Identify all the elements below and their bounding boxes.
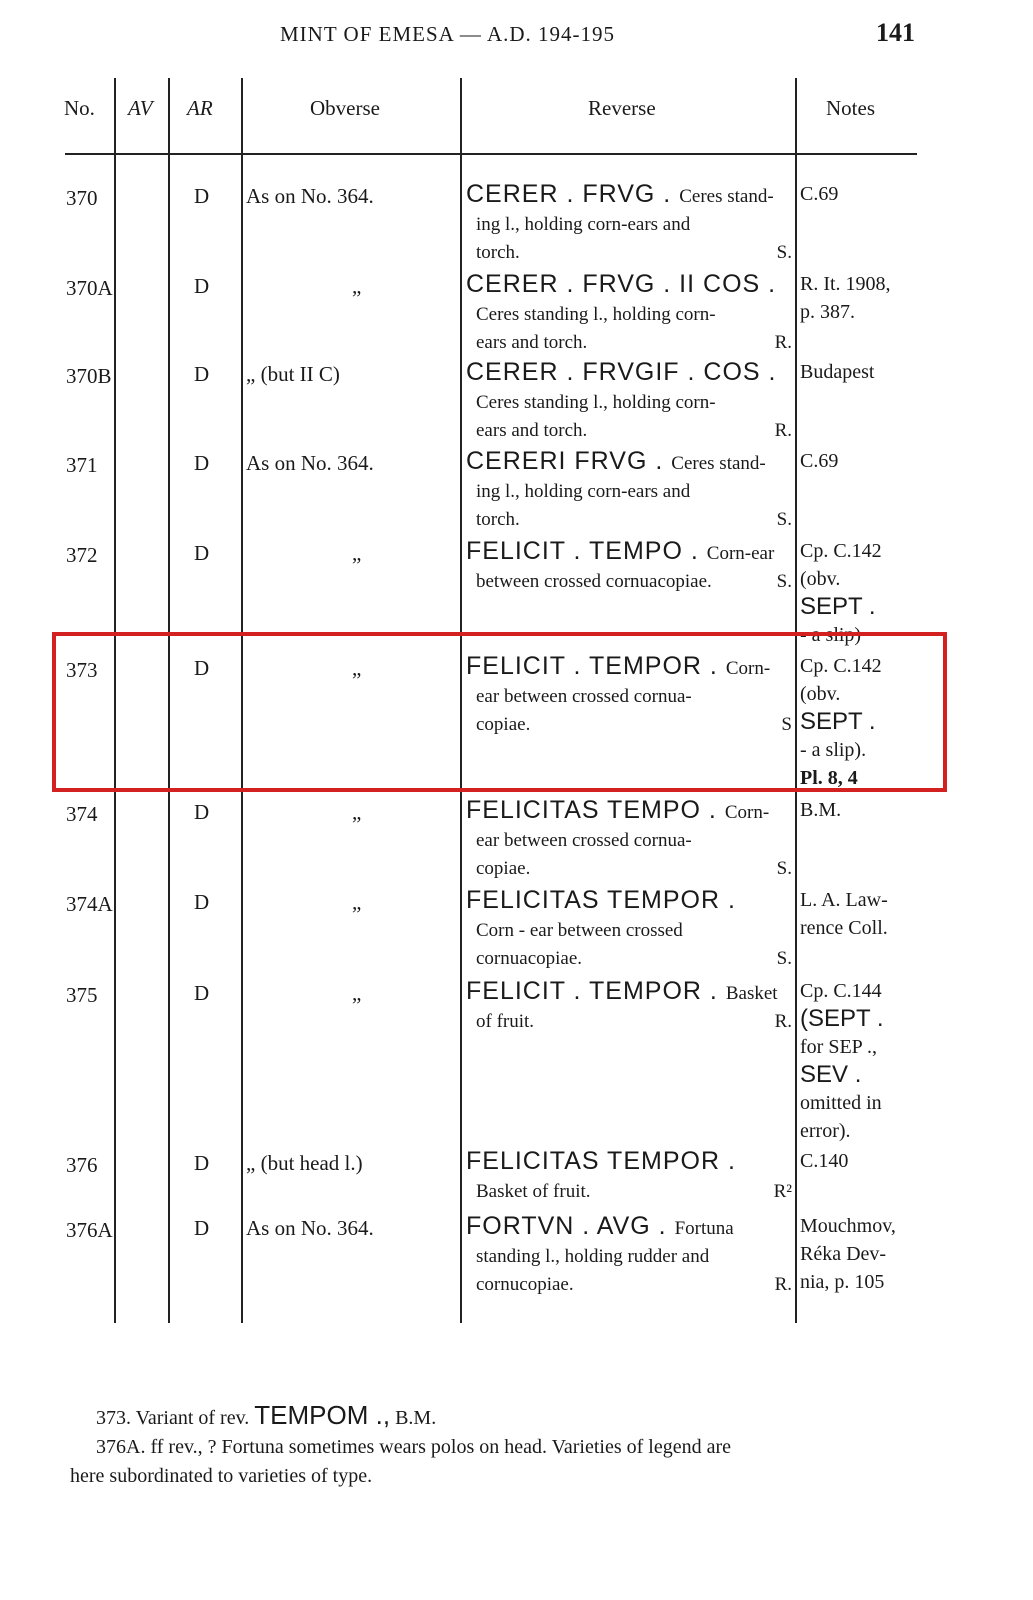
rarity: R.	[774, 332, 792, 353]
footnote-376a-line2: here subordinated to varieties of type.	[70, 1465, 373, 1487]
denomination: D	[194, 1216, 210, 1240]
reverse-line: ears and torch.	[476, 420, 588, 441]
note-line: (obv.	[800, 568, 841, 590]
note-line: R. It. 1908,	[800, 273, 891, 295]
reverse-legend: CERER . FRVG . II COS .	[466, 270, 777, 298]
row-number: 375	[66, 983, 98, 1007]
footnote-text: Variant of rev.	[135, 1407, 250, 1429]
row-number: 374A	[66, 892, 113, 916]
rarity: S.	[776, 858, 792, 879]
obverse: „	[352, 981, 362, 1005]
rarity: R.	[774, 420, 792, 441]
note-line: (SEPT .	[800, 1005, 884, 1032]
notes	[800, 270, 925, 326]
reverse-line: Corn-ear	[706, 543, 775, 564]
reverse-line: ear between crossed cornua-	[476, 686, 692, 707]
col-header-no: No.	[64, 96, 95, 120]
note-line: SEPT .	[800, 708, 876, 735]
note-line: omitted in	[800, 1092, 882, 1114]
reverse-legend: FELICIT . TEMPO .	[466, 537, 699, 565]
reverse-line: Ceres standing l., holding corn-	[476, 304, 716, 325]
row-number: 376A	[66, 1218, 113, 1242]
rarity: S.	[776, 242, 792, 263]
rarity: R²	[773, 1181, 792, 1202]
note-line: for SEP .,	[800, 1036, 878, 1058]
reverse-line: ear between crossed cornua-	[476, 830, 692, 851]
note-line: - a slip)	[800, 624, 862, 646]
col-header-obverse: Obverse	[310, 96, 380, 120]
row-number: 370B	[66, 364, 112, 388]
reverse-line: Corn-	[725, 658, 771, 679]
obverse: „ (but II C)	[246, 362, 340, 386]
denomination: D	[194, 184, 210, 208]
reverse-line: Basket of fruit.	[476, 1181, 591, 1202]
reverse-legend: FELICITAS TEMPO .	[466, 796, 717, 824]
reverse-line: cornuacopiae.	[476, 948, 583, 969]
obverse: „	[352, 800, 362, 824]
row-number: 372	[66, 543, 98, 567]
note-line: nia, p. 105	[800, 1271, 885, 1293]
header-rule	[65, 153, 917, 155]
note-line: Pl. 8, 4	[800, 767, 858, 789]
rarity: R.	[774, 1274, 792, 1295]
reverse-line: Ceres stand-	[679, 186, 774, 207]
obverse: As on No. 364.	[246, 451, 374, 475]
note-line: C.140	[800, 1150, 849, 1172]
col-header-notes: Notes	[826, 96, 875, 120]
note-line: C.69	[800, 450, 839, 472]
reverse-line: of fruit.	[476, 1011, 535, 1032]
col-header-reverse: Reverse	[588, 96, 656, 120]
footnote-legend: TEMPOM .,	[254, 1400, 391, 1430]
footnote-end: B.M.	[395, 1407, 437, 1429]
page-number: 141	[876, 18, 915, 47]
obverse: As on No. 364.	[246, 1216, 374, 1240]
reverse	[466, 1147, 792, 1206]
reverse-legend: CERER . FRVGIF . COS .	[466, 358, 777, 386]
reverse	[466, 537, 792, 596]
denomination: D	[194, 541, 210, 565]
note-line: Cp. C.142	[800, 655, 882, 677]
notes	[800, 1147, 925, 1175]
obverse: „ (but head l.)	[246, 1151, 363, 1175]
running-title: MINT OF EMESA — A.D. 194-195	[280, 22, 616, 46]
note-line: Mouchmov,	[800, 1215, 896, 1237]
rarity: S.	[776, 509, 792, 530]
note-line: L. A. Law-	[800, 889, 888, 911]
reverse-line: standing l., holding rudder and	[476, 1246, 710, 1267]
reverse-line: copiae.	[476, 858, 531, 879]
notes	[800, 886, 925, 942]
reverse-legend: FELICIT . TEMPOR .	[466, 977, 718, 1005]
denomination: D	[194, 800, 210, 824]
reverse-line: Corn-	[724, 802, 770, 823]
reverse-line: torch.	[476, 242, 520, 263]
row-number: 373	[66, 658, 98, 682]
rarity: S.	[776, 948, 792, 969]
note-line: SEV .	[800, 1061, 862, 1088]
reverse-line: Corn - ear between crossed	[476, 920, 683, 941]
notes	[800, 1212, 925, 1296]
note-line: C.69	[800, 183, 839, 205]
reverse-line: Ceres standing l., holding corn-	[476, 392, 716, 413]
note-line: B.M.	[800, 799, 842, 821]
note-line: rence Coll.	[800, 917, 888, 939]
reverse	[466, 447, 792, 534]
obverse: „	[352, 541, 362, 565]
notes	[800, 796, 925, 824]
obverse: „	[352, 656, 362, 680]
note-line: error).	[800, 1120, 851, 1142]
denomination: D	[194, 890, 210, 914]
reverse	[466, 1212, 792, 1299]
reverse-line: ing l., holding corn-ears and	[476, 481, 691, 502]
rarity: R.	[774, 1011, 792, 1032]
reverse-legend: CERERI FRVG .	[466, 447, 664, 475]
highlight-box	[52, 632, 947, 792]
reverse-legend: FELICIT . TEMPOR .	[466, 652, 718, 680]
note-line: Cp. C.144	[800, 980, 882, 1002]
note-line: Réka Dev-	[800, 1243, 887, 1265]
denomination: D	[194, 981, 210, 1005]
notes	[800, 447, 925, 475]
footnote-376a-line1: 376A. ff rev., ? Fortuna sometimes wears polos on head. Varieties of legend are	[96, 1436, 732, 1458]
reverse-legend: FORTVN . AVG .	[466, 1212, 667, 1240]
reverse-line: Fortuna	[674, 1218, 734, 1239]
row-number: 374	[66, 802, 98, 826]
reverse-legend: FELICITAS TEMPOR .	[466, 886, 736, 914]
denomination: D	[194, 274, 210, 298]
row-number: 370	[66, 186, 98, 210]
note-line: Budapest	[800, 361, 875, 383]
reverse-line: cornucopiae.	[476, 1274, 574, 1295]
reverse	[466, 886, 792, 973]
reverse	[466, 977, 792, 1036]
row-number: 370A	[66, 276, 113, 300]
reverse-line: ears and torch.	[476, 332, 588, 353]
col-header-au: AV	[128, 96, 153, 120]
obverse: „	[352, 274, 362, 298]
notes	[800, 977, 925, 1145]
reverse-legend: FELICITAS TEMPOR .	[466, 1147, 736, 1175]
reverse-line: copiae.	[476, 714, 531, 735]
note-line: (obv.	[800, 683, 841, 705]
col-header-ar: AR	[187, 96, 213, 120]
notes	[800, 358, 925, 386]
reverse-line: torch.	[476, 509, 520, 530]
rarity: S	[781, 714, 792, 735]
note-line: - a slip).	[800, 739, 867, 761]
reverse	[466, 270, 792, 357]
reverse-line: Basket	[725, 983, 778, 1004]
reverse-line: Ceres stand-	[671, 453, 766, 474]
reverse-legend: CERER . FRVG .	[466, 180, 672, 208]
reverse	[466, 180, 792, 267]
reverse-line: between crossed cornuacopiae.	[476, 571, 712, 592]
row-number: 376	[66, 1153, 98, 1177]
note-line: Cp. C.142	[800, 540, 882, 562]
row-number: 371	[66, 453, 98, 477]
reverse	[466, 358, 792, 445]
footnote-number: 373.	[96, 1407, 131, 1429]
note-line: SEPT .	[800, 593, 876, 620]
note-line: p. 387.	[800, 301, 855, 323]
rarity: S.	[776, 571, 792, 592]
reverse-line: ing l., holding corn-ears and	[476, 214, 691, 235]
denomination: D	[194, 1151, 210, 1175]
denomination: D	[194, 656, 210, 680]
obverse: „	[352, 890, 362, 914]
footnote-373	[96, 1400, 436, 1431]
reverse	[466, 796, 792, 883]
obverse: As on No. 364.	[246, 184, 374, 208]
denomination: D	[194, 451, 210, 475]
denomination: D	[194, 362, 210, 386]
notes	[800, 180, 925, 208]
